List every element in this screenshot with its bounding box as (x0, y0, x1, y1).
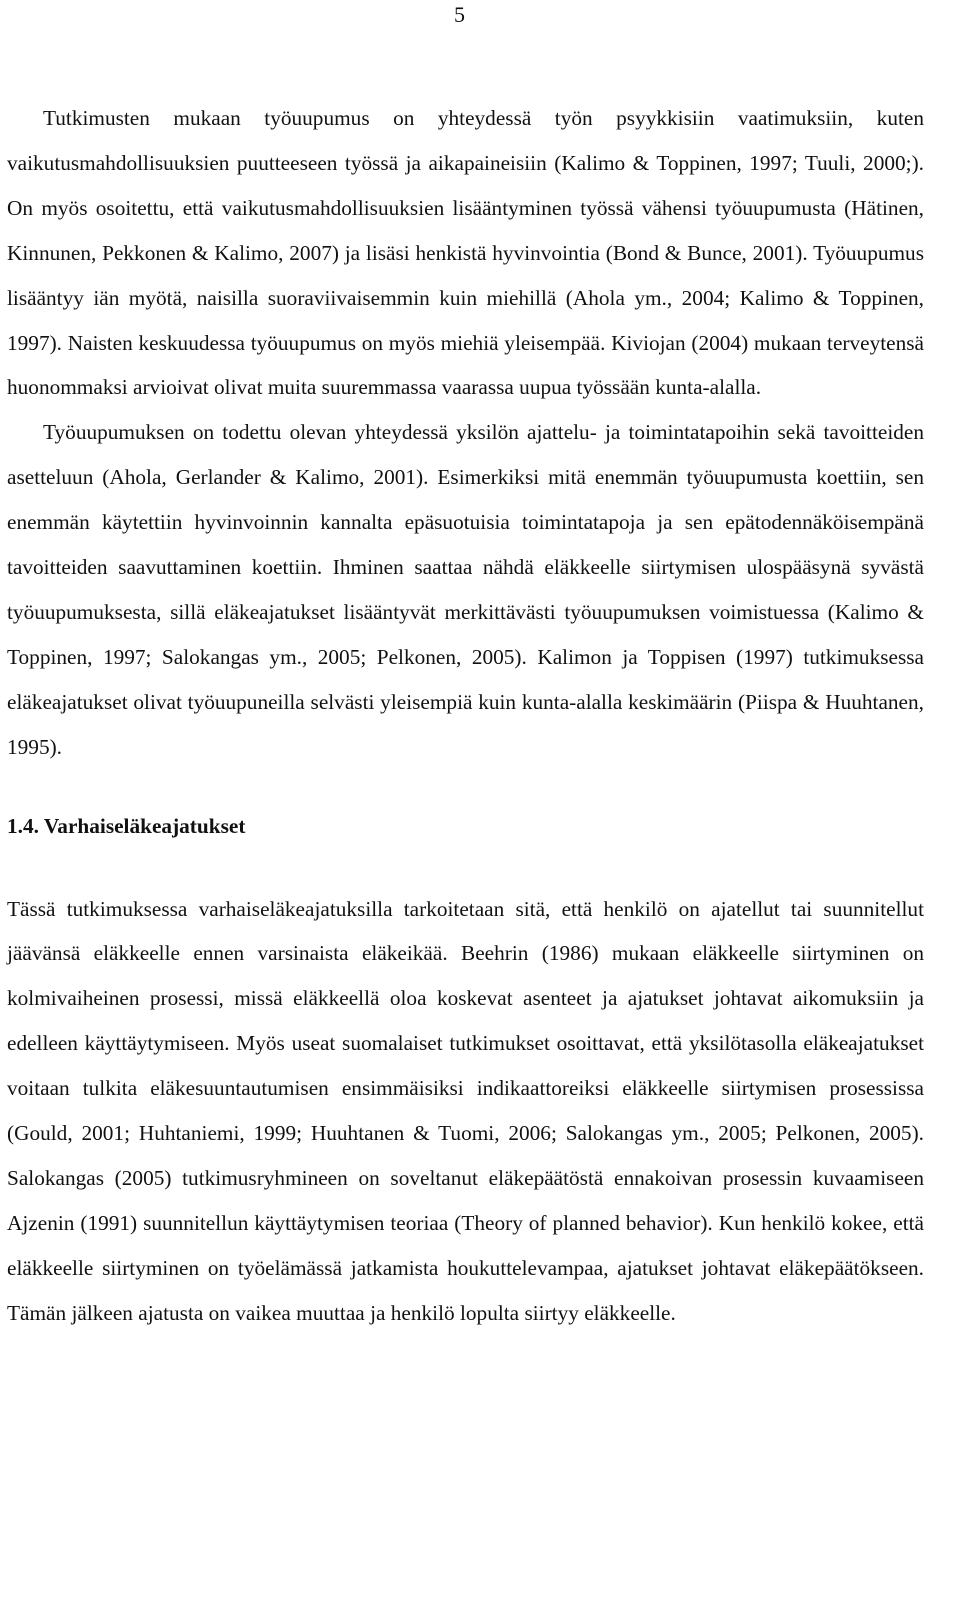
paragraph-burnout-thinking: Työuupumuksen on todettu olevan yhteydessä yksilön ajattelu- ja toimintatapoihin sekä tavoitteiden asetteluun (Ahola, Gerlander & Kalimo, 2001). Esimerkiksi mitä enemmän työuupumusta koettiin, sen enemmän käytettiin hyvinvoinnin kannalta epäsuotuisia toimintatapoja ja sen epätodennäköisempänä tavoitteiden saavuttaminen koettiin. Ihminen saattaa nähdä eläkkeelle siirtymisen ulospääsynä syvästä työuupumuksesta, sillä eläkeajatukset lisääntyvät merkittävästi työuupumuksen voimistuessa (Kalimo & Toppinen, 1997; Salokangas ym., 2005; Pelkonen, 2005). Kalimon ja Toppisen (1997) tutkimuksessa eläkeajatukset olivat työuupuneilla selvästi yleisempiä kuin kunta-alalla keskimäärin (Piispa & Huuhtanen, 1995). (7, 420, 924, 759)
page-number: 5 (454, 2, 465, 27)
document-body (7, 96, 924, 1336)
paragraph-burnout-demands: Tutkimusten mukaan työuupumus on yhteydessä työn psyykkisiin vaatimuksiin, kuten vaikutusmahdollisuuksien puutteeseen työssä ja aikapaineisiin (Kalimo & Toppinen, 1997; Tuuli, 2000;). On myös osoitettu, että vaikutusmahdollisuuksien lisääntyminen työssä vähensi työuupumusta (Hätinen, Kinnunen, Pekkonen & Kalimo, 2007) ja lisäsi henkistä hyvinvointia (Bond & Bunce, 2001). Työuupumus lisääntyy iän myötä, naisilla suoraviivaisemmin kuin miehillä (Ahola ym., 2004; Kalimo & Toppinen, 1997). Naisten keskuudessa työuupumus on myös miehiä yleisempää. Kiviojan (2004) mukaan terveytensä huonommaksi arvioivat olivat muita suuremmassa vaarassa uupua työssään kunta-alalla. (7, 106, 924, 400)
section-heading: 1.4. Varhaiseläkeajatukset (7, 813, 246, 838)
paragraph-early-retirement: Tässä tutkimuksessa varhaiseläkeajatuksilla tarkoitetaan sitä, että henkilö on ajatellut tai suunnitellut jäävänsä eläkkeelle ennen varsinaista eläkeikää. Beehrin (1986) mukaan eläkkeelle siirtyminen on kolmivaiheinen prosessi, missä eläkkeellä oloa koskevat asenteet ja ajatukset johtavat aikomuksiin ja edelleen käyttäytymiseen. Myös useat suomalaiset tutkimukset osoittavat, että yksilötasolla eläkeajatukset voitaan tulkita eläkesuuntautumisen ensimmäisiksi indikaattoreiksi eläkkeelle siirtymisen prosessissa (Gould, 2001; Huhtaniemi, 1999; Huuhtanen & Tuomi, 2006; Salokangas ym., 2005; Pelkonen, 2005). Salokangas (2005) tutkimusryhmineen on soveltanut eläkepäätöstä ennakoivan prosessin kuvaamiseen Ajzenin (1991) suunnitellun käyttäytymisen teoriaa (Theory of planned behavior). Kun henkilö kokee, että eläkkeelle siirtyminen on työelämässä jatkamista houkuttelevampaa, ajatukset johtavat eläkepäätökseen. Tämän jälkeen ajatusta on vaikea muuttaa ja henkilö lopulta siirtyy eläkkeelle. (7, 896, 924, 1325)
